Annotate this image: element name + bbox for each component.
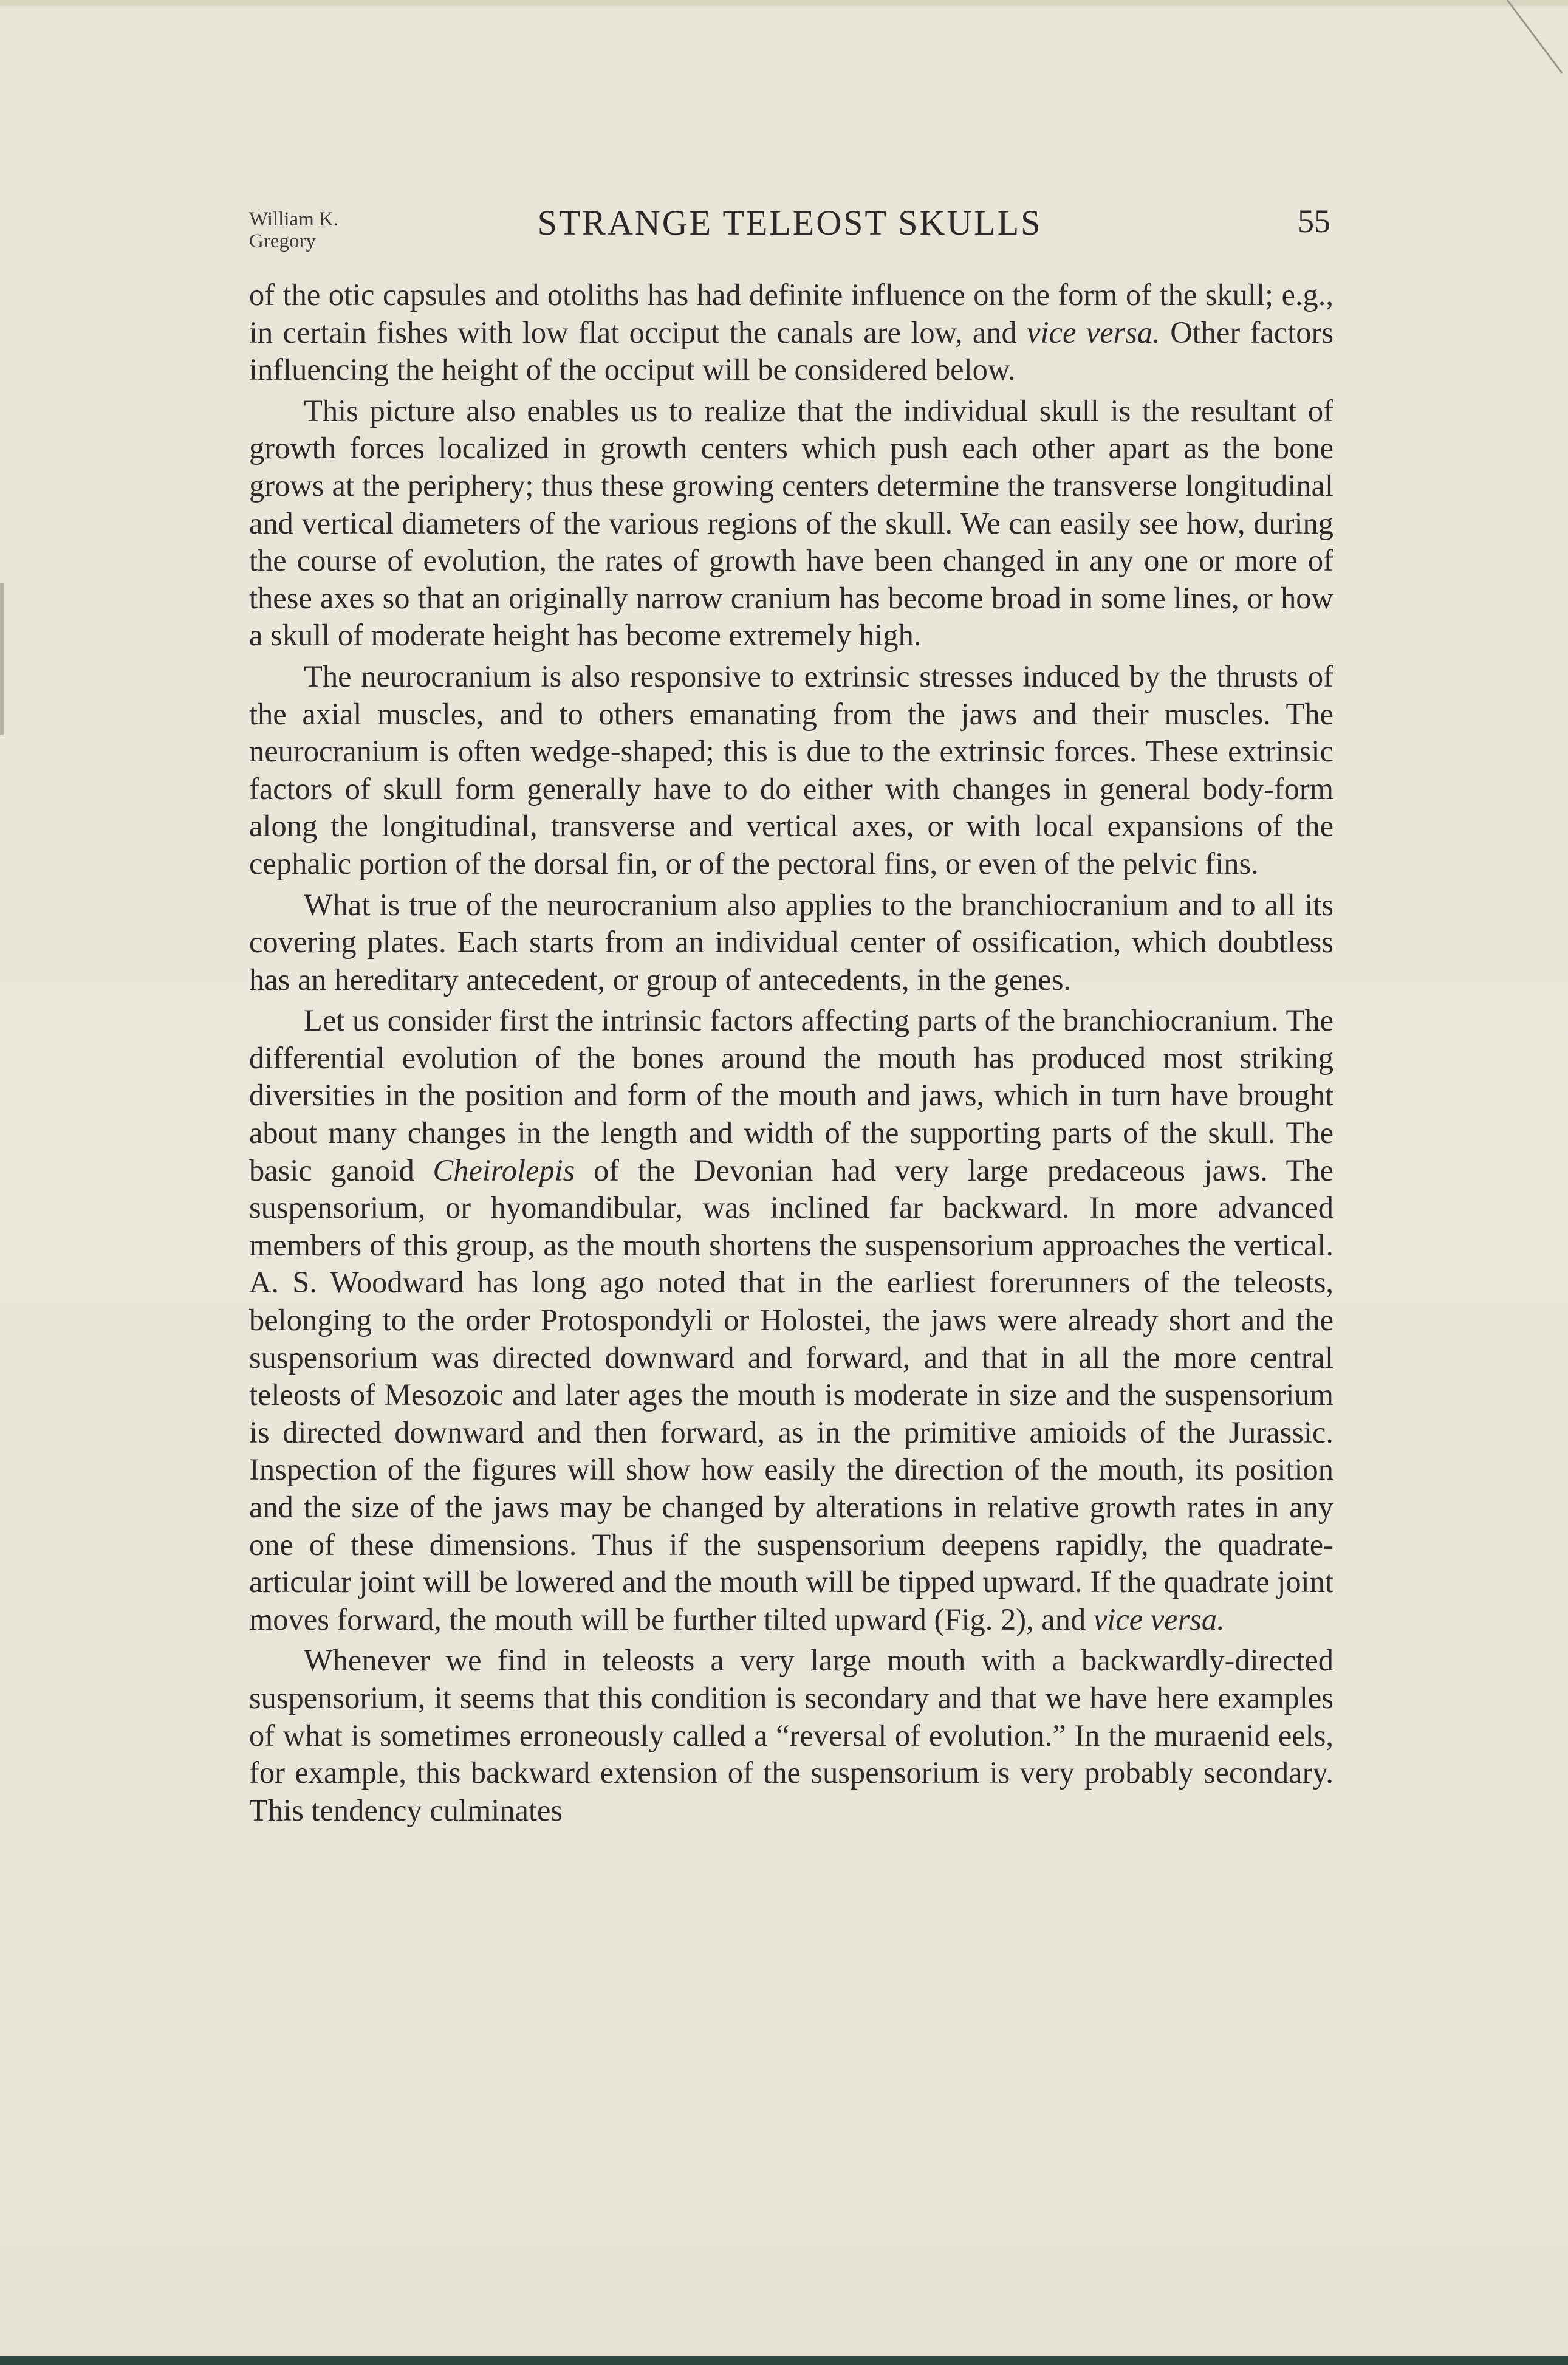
paragraph-6: Whenever we find in teleosts a very large mouth with a backwardly-directed suspensorium, it seems that this condition is secondary and that we have here examples of what is sometimes erroneously called a “reversal of evolution.” In the muraenid eels, for example, this backward extension of the suspensorium is very probably secondary. This tendency culminates <box>249 1643 1333 1827</box>
page-number: 55 <box>1298 203 1330 239</box>
running-header <box>249 197 1330 264</box>
page-bottom-edge <box>0 2356 1568 2365</box>
paragraph-4: What is true of the neurocranium also applies to the branchiocranium and to all its covering plates. Each starts from an individual center of ossification, which doubtless has an hereditary antecedent, or group of antecedents, in the genes. <box>249 887 1333 997</box>
binding-shadow <box>0 583 4 735</box>
paragraph-5: Let us consider first the intrinsic factors affecting parts of the branchiocranium. The differential evolution of the bones around the mouth has produced most striking diversities in the position and form of the mouth and jaws, which in turn have brought about many changes in the length and width of the supporting parts of the skull. The basic ganoid Cheirolepis of the Devonian had very large predaceous jaws. The suspensorium, or hyomandibular, was inclined far backward. In more advanced members of this group, as the mouth shortens the suspensorium approaches the vertical. A. S. Woodward has long ago noted that in the earliest forerunners of the teleosts, belonging to the order Protospondyli or Holostei, the jaws were already short and the suspensorium was directed downward and forward, and that in all the more central teleosts of Mesozoic and later ages the mouth is moderate in size and the suspensorium is directed downward and then forward, as in the primitive amioids of the Jurassic. Inspection of the figures will show how easily the direction of the mouth, its position and the size of the jaws may be changed by alterations in relative growth rates in any one of these dimensions. Thus if the suspensorium deepens rapidly, the quadrate-articular joint will be lowered and the mouth will be tipped upward. If the quadrate joint moves forward, the mouth will be further tilted upward (Fig. 2), and vice versa. <box>249 1003 1333 1636</box>
paragraph-2: This picture also enables us to realize that the individual skull is the resultant of growth forces localized in growth centers which push each other apart as the bone grows at the periphery; thus these growing centers determine the transverse longitudinal and vertical diameters of the various regions of the skull. We can easily see how, during the course of evolution, the rates of growth have been changed in any one or more of these axes so that an originally narrow cranium has become broad in some lines, or how a skull of moderate height has become extremely high. <box>249 393 1333 653</box>
paragraph-3: The neurocranium is also responsive to extrinsic stresses induced by the thrusts of the axial muscles, and to others emanating from the jaws and their muscles. The neurocranium is often wedge-shaped; this is due to the extrinsic forces. These extrinsic factors of skull form generally have to do either with changes in general body-form along the longitudinal, transverse and vertical axes, or with local expansions of the cephalic portion of the dorsal fin, or of the pectoral fins, or even of the pelvic fins. <box>249 659 1333 880</box>
paragraph-1: of the otic capsules and otoliths has had definite influence on the form of the skull; e.g., in certain fishes with low flat occiput the canals are low, and vice versa. Other factors influencing the height of the occiput will be considered below. <box>249 278 1333 387</box>
page-corner-fold <box>1471 0 1568 97</box>
author-line-1: William K. <box>249 208 339 230</box>
body-text <box>249 276 1333 1829</box>
running-title: STRANGE TELEOST SKULLS <box>537 203 1042 242</box>
author-line-2: Gregory <box>249 230 316 252</box>
page-top-edge <box>0 0 1568 6</box>
